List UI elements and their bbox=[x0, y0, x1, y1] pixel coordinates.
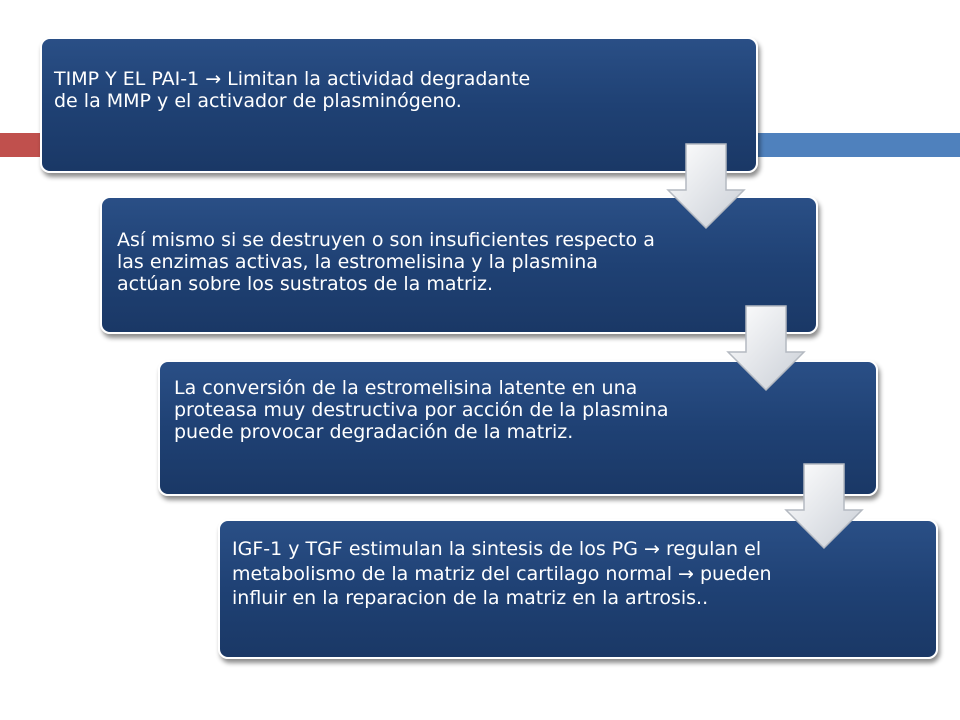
down-arrow-icon bbox=[784, 462, 864, 552]
accent-bar-right bbox=[757, 133, 960, 157]
process-step-1 bbox=[40, 37, 758, 173]
accent-bar-left bbox=[0, 133, 44, 157]
down-arrow-icon bbox=[666, 142, 746, 232]
step-3-text: La conversión de la estromelisina latente en una proteasa muy destructiva por acción de la plasmina puede provocar degradación de la matriz. bbox=[174, 377, 669, 443]
step-2-text: Así mismo si se destruyen o son insuficientes respecto a las enzimas activas, la estromelisina y la plasmina actúan sobre los sustratos de la matriz. bbox=[117, 229, 655, 295]
step-4-text: IGF-1 y TGF estimulan la sintesis de los PG → regulan el metabolismo de la matriz del cartilago normal → pueden influir en la reparacion de la matriz en la artrosis.. bbox=[232, 538, 772, 609]
step-1-text: TIMP Y EL PAI-1 → Limitan la actividad degradante de la MMP y el activador de plasminógeno. bbox=[54, 68, 531, 112]
down-arrow-icon bbox=[726, 304, 806, 394]
